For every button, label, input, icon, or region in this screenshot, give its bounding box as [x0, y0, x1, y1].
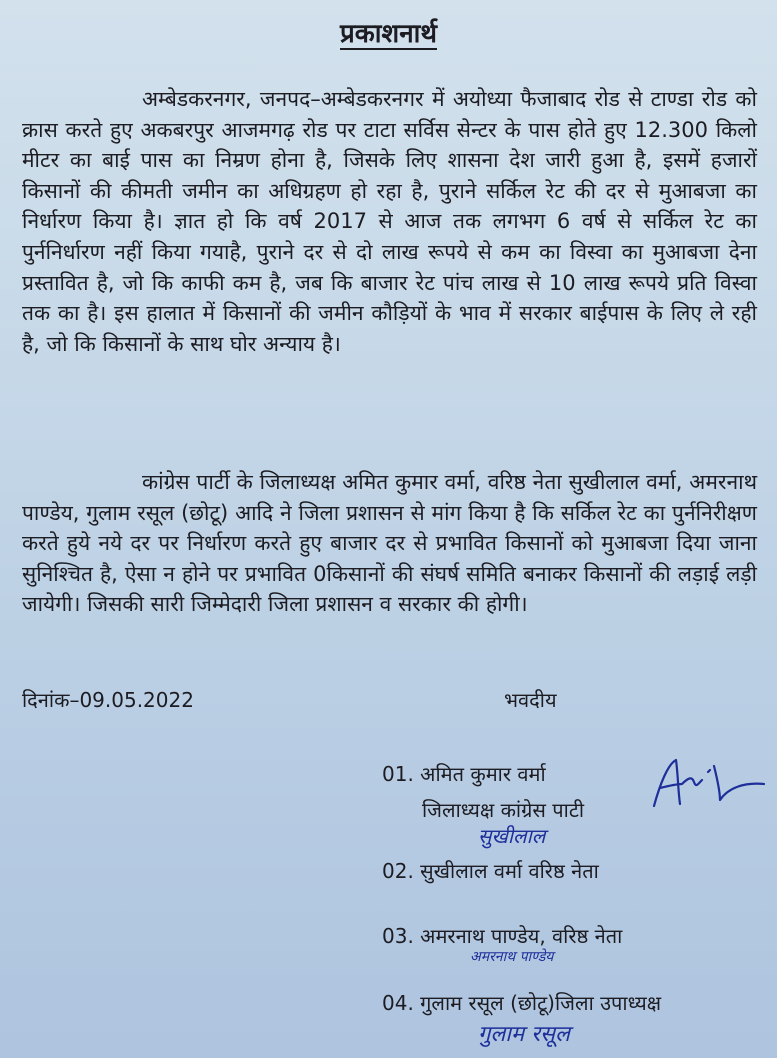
signatory-4-name: 04. गुलाम रसूल (छोटू)जिला उपाध्यक्ष	[382, 991, 662, 1015]
body-paragraph-1	[22, 84, 757, 359]
signatory-1-name: 01. अमित कुमार वर्मा	[382, 762, 546, 786]
signatory-3-name: 03. अमरनाथ पाण्डेय, वरिष्ठ नेता	[382, 924, 623, 948]
date-line: दिनांक–09.05.2022	[22, 688, 194, 712]
signature-sukhilal-handwritten: सुखीलाल	[478, 824, 546, 848]
signature-ghulam-handwritten: गुलाम रसूल	[478, 1022, 570, 1047]
signatory-1-designation: जिलाध्यक्ष कांग्रेस पाटी	[422, 798, 585, 822]
paragraph-1-text: अम्बेडकरनगर, जनपद–अम्बेडकरनगर में अयोध्या फैजाबाद रोड से टाण्डा रोड को क्रास करते हुए अकबरपुर आजमगढ़ रोड पर टाटा सर्विस सेन्टर के पास होते हुए 12.300 किलो मीटर का बाई पास का निम्रण होना है, जिसके लिए शासना देश जारी हुआ है, इसमें हजारों किसानों की कीमती जमीन का अधिग्रहण हो रहा है, पुराने सर्किल रेट की दर से मुआबजा का निर्धारण किया है। ज्ञात हो कि वर्ष 2017 से आज तक लगभग 6 वर्ष से सर्किल रेट का पुर्ननिर्धारण नहीं किया गयाहै, पुराने दर से दो लाख रूपये से कम का विस्वा का मुआबजा देना प्रस्तावित है, जो कि काफी कम है, जब कि बाजार रेट पांच लाख से 10 लाख रूपये प्रति विस्वा तक का है। इस हालात में किसानों की जमीन कौड़ियों के भाव में सरकार बाईपास के लिए ले रही है, जो कि किसानों के साथ घोर अन्याय है।	[22, 87, 757, 356]
signature-amarnath-handwritten: अमरनाथ पाण्डेय	[470, 949, 554, 965]
body-paragraph-2	[22, 467, 757, 620]
document-title: प्रकाशनार्थ	[340, 19, 437, 49]
paragraph-2-text: कांग्रेस पार्टी के जिलाध्यक्ष अमित कुमार वर्मा, वरिष्ठ नेता सुखीलाल वर्मा, अमरनाथ पाण्डेय, गुलाम रसूल (छोटू) आदि ने जिला प्रशासन से मांग किया है कि सर्किल रेट का पुर्ननिरीक्षण करते हुये नये दर पर निर्धारण करते हुए बाजार दर से प्रभावित किसानों को मुआबजा दिया जाना सुनिश्चित है, ऐसा न होने पर प्रभावित 0किसानों की संघर्ष समिति बनाकर किसानों की लड़ाई लड़ी जायेगी। जिसकी सारी जिम्मेदारी जिला प्रशासन व सरकार की होगी।	[22, 470, 757, 617]
signature-amit-handwritten	[648, 754, 768, 814]
signatory-2-name: 02. सुखीलाल वर्मा वरिष्ठ नेता	[382, 859, 599, 883]
closing-salutation: भवदीय	[504, 688, 557, 712]
